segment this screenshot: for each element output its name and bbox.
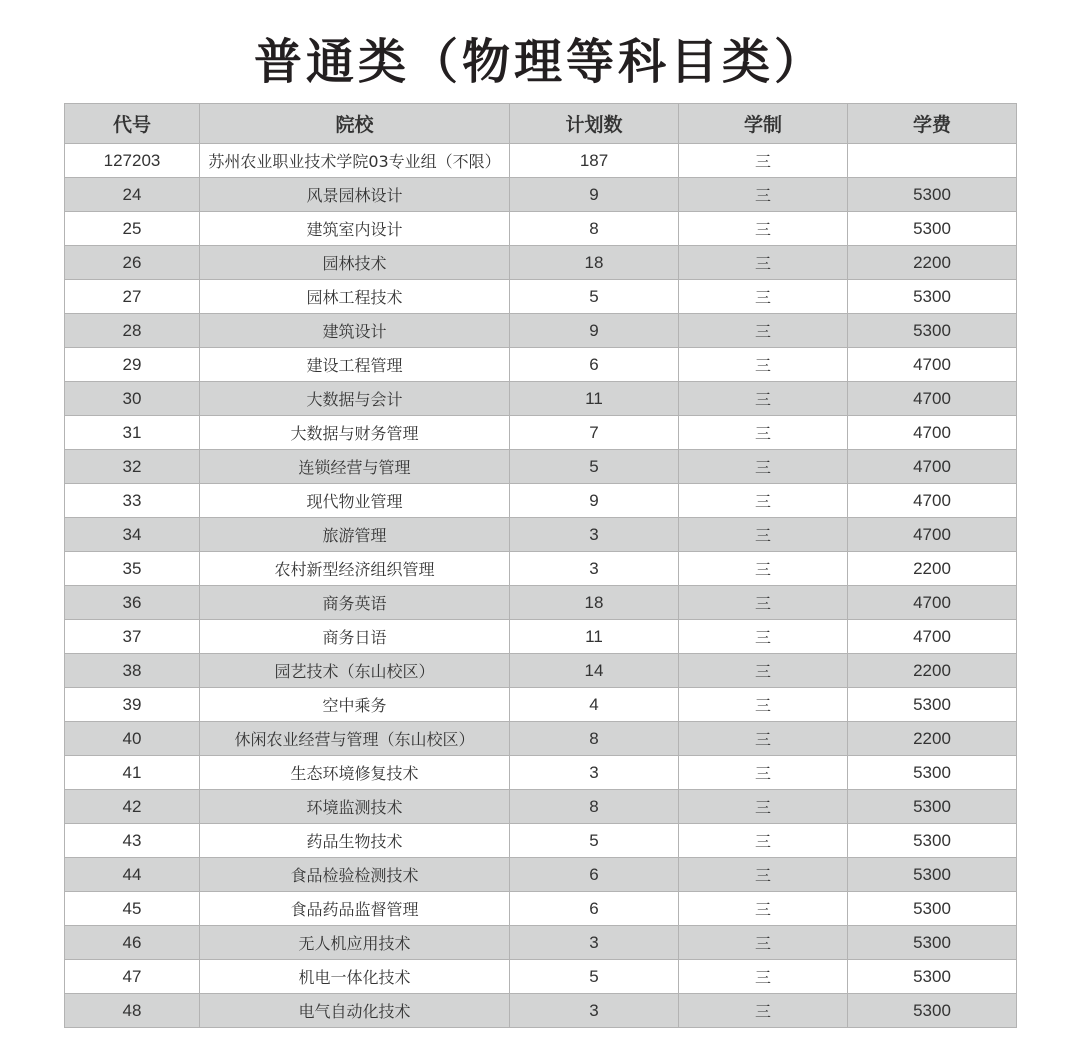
cell-tuition: 4700	[848, 382, 1017, 416]
cell-plan-count: 6	[510, 892, 679, 926]
cell-duration: 三	[679, 756, 848, 790]
cell-tuition: 5300	[848, 314, 1017, 348]
table-row	[65, 348, 1017, 382]
cell-plan-count: 8	[510, 790, 679, 824]
cell-plan-count: 4	[510, 688, 679, 722]
cell-duration: 三	[679, 858, 848, 892]
cell-plan-count: 5	[510, 450, 679, 484]
cell-plan-count: 6	[510, 858, 679, 892]
cell-code: 35	[65, 552, 200, 586]
cell-school: 食品药品监督管理	[200, 892, 510, 926]
table-row	[65, 960, 1017, 994]
cell-tuition: 5300	[848, 212, 1017, 246]
cell-code: 40	[65, 722, 200, 756]
cell-tuition: 4700	[848, 586, 1017, 620]
cell-duration: 三	[679, 416, 848, 450]
table-row	[65, 518, 1017, 552]
cell-plan-count: 3	[510, 994, 679, 1028]
cell-tuition: 5300	[848, 790, 1017, 824]
table-row	[65, 688, 1017, 722]
table-row	[65, 620, 1017, 654]
cell-plan-count: 3	[510, 552, 679, 586]
cell-code: 41	[65, 756, 200, 790]
cell-code: 42	[65, 790, 200, 824]
cell-code: 127203	[65, 144, 200, 178]
cell-tuition: 4700	[848, 518, 1017, 552]
cell-plan-count: 3	[510, 926, 679, 960]
cell-school: 电气自动化技术	[200, 994, 510, 1028]
cell-plan-count: 9	[510, 178, 679, 212]
cell-duration: 三	[679, 212, 848, 246]
cell-code: 36	[65, 586, 200, 620]
cell-school: 商务英语	[200, 586, 510, 620]
cell-school: 食品检验检测技术	[200, 858, 510, 892]
cell-code: 47	[65, 960, 200, 994]
cell-duration: 三	[679, 144, 848, 178]
cell-school: 空中乘务	[200, 688, 510, 722]
cell-duration: 三	[679, 280, 848, 314]
cell-plan-count: 3	[510, 518, 679, 552]
cell-duration: 三	[679, 450, 848, 484]
header-school: 院校	[200, 104, 510, 144]
cell-school: 建筑设计	[200, 314, 510, 348]
cell-code: 29	[65, 348, 200, 382]
cell-tuition: 4700	[848, 348, 1017, 382]
cell-tuition: 2200	[848, 654, 1017, 688]
table-row	[65, 246, 1017, 280]
cell-plan-count: 8	[510, 212, 679, 246]
table-row	[65, 790, 1017, 824]
cell-duration: 三	[679, 722, 848, 756]
table-row	[65, 144, 1017, 178]
cell-plan-count: 5	[510, 824, 679, 858]
cell-tuition: 5300	[848, 892, 1017, 926]
table-row	[65, 756, 1017, 790]
cell-school: 风景园林设计	[200, 178, 510, 212]
cell-school: 大数据与会计	[200, 382, 510, 416]
cell-school: 旅游管理	[200, 518, 510, 552]
cell-code: 43	[65, 824, 200, 858]
cell-duration: 三	[679, 518, 848, 552]
table-row	[65, 858, 1017, 892]
cell-duration: 三	[679, 178, 848, 212]
cell-plan-count: 6	[510, 348, 679, 382]
cell-school: 连锁经营与管理	[200, 450, 510, 484]
table-row	[65, 654, 1017, 688]
cell-tuition: 5300	[848, 960, 1017, 994]
cell-code: 46	[65, 926, 200, 960]
cell-code: 32	[65, 450, 200, 484]
cell-school: 药品生物技术	[200, 824, 510, 858]
cell-duration: 三	[679, 620, 848, 654]
table-row	[65, 280, 1017, 314]
table-row	[65, 722, 1017, 756]
table-row	[65, 450, 1017, 484]
table-row	[65, 314, 1017, 348]
header-code: 代号	[65, 104, 200, 144]
header-duration: 学制	[679, 104, 848, 144]
cell-duration: 三	[679, 994, 848, 1028]
table-row	[65, 484, 1017, 518]
cell-tuition: 5300	[848, 756, 1017, 790]
cell-plan-count: 7	[510, 416, 679, 450]
table-row	[65, 178, 1017, 212]
cell-duration: 三	[679, 960, 848, 994]
cell-tuition: 2200	[848, 246, 1017, 280]
cell-tuition: 4700	[848, 416, 1017, 450]
cell-school: 园林技术	[200, 246, 510, 280]
cell-duration: 三	[679, 654, 848, 688]
cell-tuition: 4700	[848, 620, 1017, 654]
cell-plan-count: 9	[510, 484, 679, 518]
cell-code: 27	[65, 280, 200, 314]
cell-code: 48	[65, 994, 200, 1028]
cell-plan-count: 3	[510, 756, 679, 790]
cell-tuition: 4700	[848, 450, 1017, 484]
cell-duration: 三	[679, 586, 848, 620]
table-header-row	[65, 104, 1017, 144]
cell-duration: 三	[679, 382, 848, 416]
table-body	[65, 144, 1017, 1028]
table-row	[65, 382, 1017, 416]
cell-code: 33	[65, 484, 200, 518]
cell-school: 园艺技术（东山校区）	[200, 654, 510, 688]
cell-tuition: 5300	[848, 858, 1017, 892]
cell-duration: 三	[679, 688, 848, 722]
cell-plan-count: 5	[510, 280, 679, 314]
cell-duration: 三	[679, 824, 848, 858]
cell-duration: 三	[679, 314, 848, 348]
cell-code: 28	[65, 314, 200, 348]
cell-school: 大数据与财务管理	[200, 416, 510, 450]
cell-code: 38	[65, 654, 200, 688]
cell-school: 无人机应用技术	[200, 926, 510, 960]
header-tuition: 学费	[848, 104, 1017, 144]
cell-duration: 三	[679, 552, 848, 586]
table-row	[65, 892, 1017, 926]
cell-school: 现代物业管理	[200, 484, 510, 518]
cell-duration: 三	[679, 892, 848, 926]
cell-plan-count: 11	[510, 620, 679, 654]
cell-tuition: 5300	[848, 824, 1017, 858]
cell-duration: 三	[679, 926, 848, 960]
cell-school: 园林工程技术	[200, 280, 510, 314]
cell-duration: 三	[679, 246, 848, 280]
cell-school: 生态环境修复技术	[200, 756, 510, 790]
table-row	[65, 994, 1017, 1028]
cell-code: 44	[65, 858, 200, 892]
cell-plan-count: 14	[510, 654, 679, 688]
cell-duration: 三	[679, 484, 848, 518]
cell-tuition: 5300	[848, 178, 1017, 212]
cell-school: 环境监测技术	[200, 790, 510, 824]
cell-plan-count: 9	[510, 314, 679, 348]
table-row	[65, 212, 1017, 246]
cell-plan-count: 8	[510, 722, 679, 756]
table-row	[65, 926, 1017, 960]
admission-plan-table	[64, 103, 1017, 1028]
cell-code: 34	[65, 518, 200, 552]
cell-code: 45	[65, 892, 200, 926]
cell-school: 建设工程管理	[200, 348, 510, 382]
cell-tuition: 5300	[848, 280, 1017, 314]
cell-tuition: 5300	[848, 688, 1017, 722]
admission-plan-table-container	[64, 103, 1016, 1028]
cell-tuition: 2200	[848, 722, 1017, 756]
cell-code: 37	[65, 620, 200, 654]
cell-code: 26	[65, 246, 200, 280]
cell-duration: 三	[679, 348, 848, 382]
cell-school: 机电一体化技术	[200, 960, 510, 994]
page-title: 普通类（物理等科目类）	[253, 34, 826, 90]
cell-school: 建筑室内设计	[200, 212, 510, 246]
cell-plan-count: 5	[510, 960, 679, 994]
cell-tuition: 2200	[848, 552, 1017, 586]
cell-plan-count: 18	[510, 246, 679, 280]
cell-code: 24	[65, 178, 200, 212]
cell-code: 39	[65, 688, 200, 722]
table-row	[65, 552, 1017, 586]
table-row	[65, 416, 1017, 450]
header-plan-count: 计划数	[510, 104, 679, 144]
cell-tuition: 5300	[848, 994, 1017, 1028]
cell-code: 25	[65, 212, 200, 246]
cell-duration: 三	[679, 790, 848, 824]
cell-school: 商务日语	[200, 620, 510, 654]
cell-tuition: 4700	[848, 484, 1017, 518]
table-row	[65, 824, 1017, 858]
table-row	[65, 586, 1017, 620]
cell-plan-count: 11	[510, 382, 679, 416]
cell-school: 休闲农业经营与管理（东山校区）	[200, 722, 510, 756]
cell-tuition: 5300	[848, 926, 1017, 960]
cell-plan-count: 18	[510, 586, 679, 620]
cell-tuition	[848, 144, 1017, 178]
cell-code: 31	[65, 416, 200, 450]
cell-school: 农村新型经济组织管理	[200, 552, 510, 586]
cell-code: 30	[65, 382, 200, 416]
cell-school: 苏州农业职业技术学院03专业组（不限）	[200, 144, 510, 178]
cell-plan-count: 187	[510, 144, 679, 178]
